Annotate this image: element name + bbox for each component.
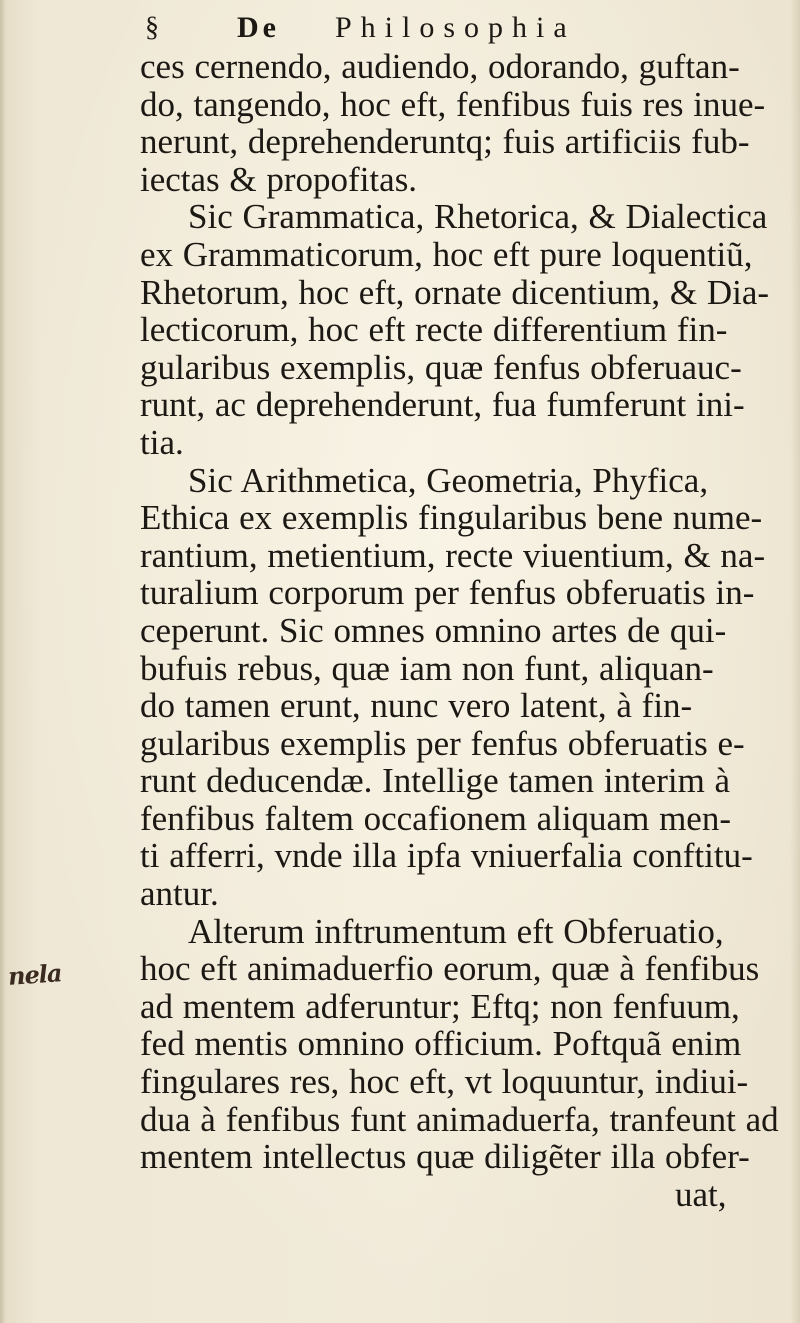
running-header	[145, 6, 665, 50]
text-line: runt deducendæ. Intellige tamen interim à	[140, 761, 731, 801]
text-line: dua à fenfibus funt animaduerfa, tranfeunt ad	[140, 1099, 779, 1139]
text-line: gularibus exemplis, quæ fenfus obferuauc-	[140, 347, 742, 387]
text-line: iectas & propofitas.	[140, 159, 418, 199]
text-line: fed mentis omnino officium. Poftquã enim	[140, 1024, 742, 1064]
text-line: mentem intellectus quæ diligẽter illa obfer-	[140, 1137, 750, 1177]
text-line: Alterum inftrumentum eft Obferuatio,	[188, 911, 724, 951]
header-title: Philosophia	[335, 11, 576, 44]
text-line: fenfibus faltem occafionem aliquam men-	[140, 798, 731, 838]
text-line: do tamen erunt, nunc vero latent, à fin-	[140, 686, 693, 726]
handwritten-margin-note: nela	[7, 958, 63, 991]
text-line: ti afferri, vnde illa ipfa vniuerfalia conftitu-	[140, 836, 753, 876]
text-line: nerunt, deprehenderuntq; fuis artificiis fub-	[140, 122, 750, 162]
text-line: fingulares res, hoc eft, vt loquuntur, indiui-	[140, 1062, 749, 1102]
text-line: gularibus exemplis per fenfus obferuatis e-	[140, 723, 745, 763]
text-line: do, tangendo, hoc eft, fenfibus fuis res inue-	[140, 84, 766, 124]
text-line: ceperunt. Sic omnes omnino artes de qui-	[140, 610, 727, 650]
text-line: ces cernendo, audiendo, odorando, guftan-	[140, 47, 740, 86]
text-line: rantium, metientium, recte viuentium, & na-	[140, 535, 766, 575]
text-line: ad mentem adferuntur; Eftq; non fenfuum,	[140, 986, 740, 1026]
header-de: De	[237, 11, 280, 44]
text-line: antur.	[140, 874, 219, 914]
text-line: runt, ac deprehenderunt, fua fumferunt ini-	[140, 385, 745, 425]
text-line: turalium corporum per fenfus obferuatis in-	[140, 573, 755, 613]
text-line: Sic Arithmetica, Geometria, Phyfica,	[188, 460, 709, 500]
text-line: bufuis rebus, quæ iam non funt, aliquan-	[140, 648, 714, 688]
page-gutter-shadow	[0, 0, 6, 1323]
text-line: Sic Grammatica, Rhetorica, & Dialectica	[188, 197, 768, 237]
body-text	[140, 48, 790, 1213]
text-line: Ethica ex exemplis fingularibus bene nume-	[140, 498, 763, 538]
text-line: ex Grammaticorum, hoc eft pure loquentiũ,	[140, 234, 753, 274]
signature-mark: §	[145, 12, 159, 43]
text-line: Rhetorum, hoc eft, ornate dicentium, & Dia-	[140, 272, 770, 312]
catchword: uat,	[675, 1174, 727, 1214]
text-line: tia.	[140, 422, 184, 462]
text-line: hoc eft animaduerfio eorum, quæ à fenfibus	[140, 949, 760, 989]
text-line: lecticorum, hoc eft recte differentium fin-	[140, 310, 728, 350]
